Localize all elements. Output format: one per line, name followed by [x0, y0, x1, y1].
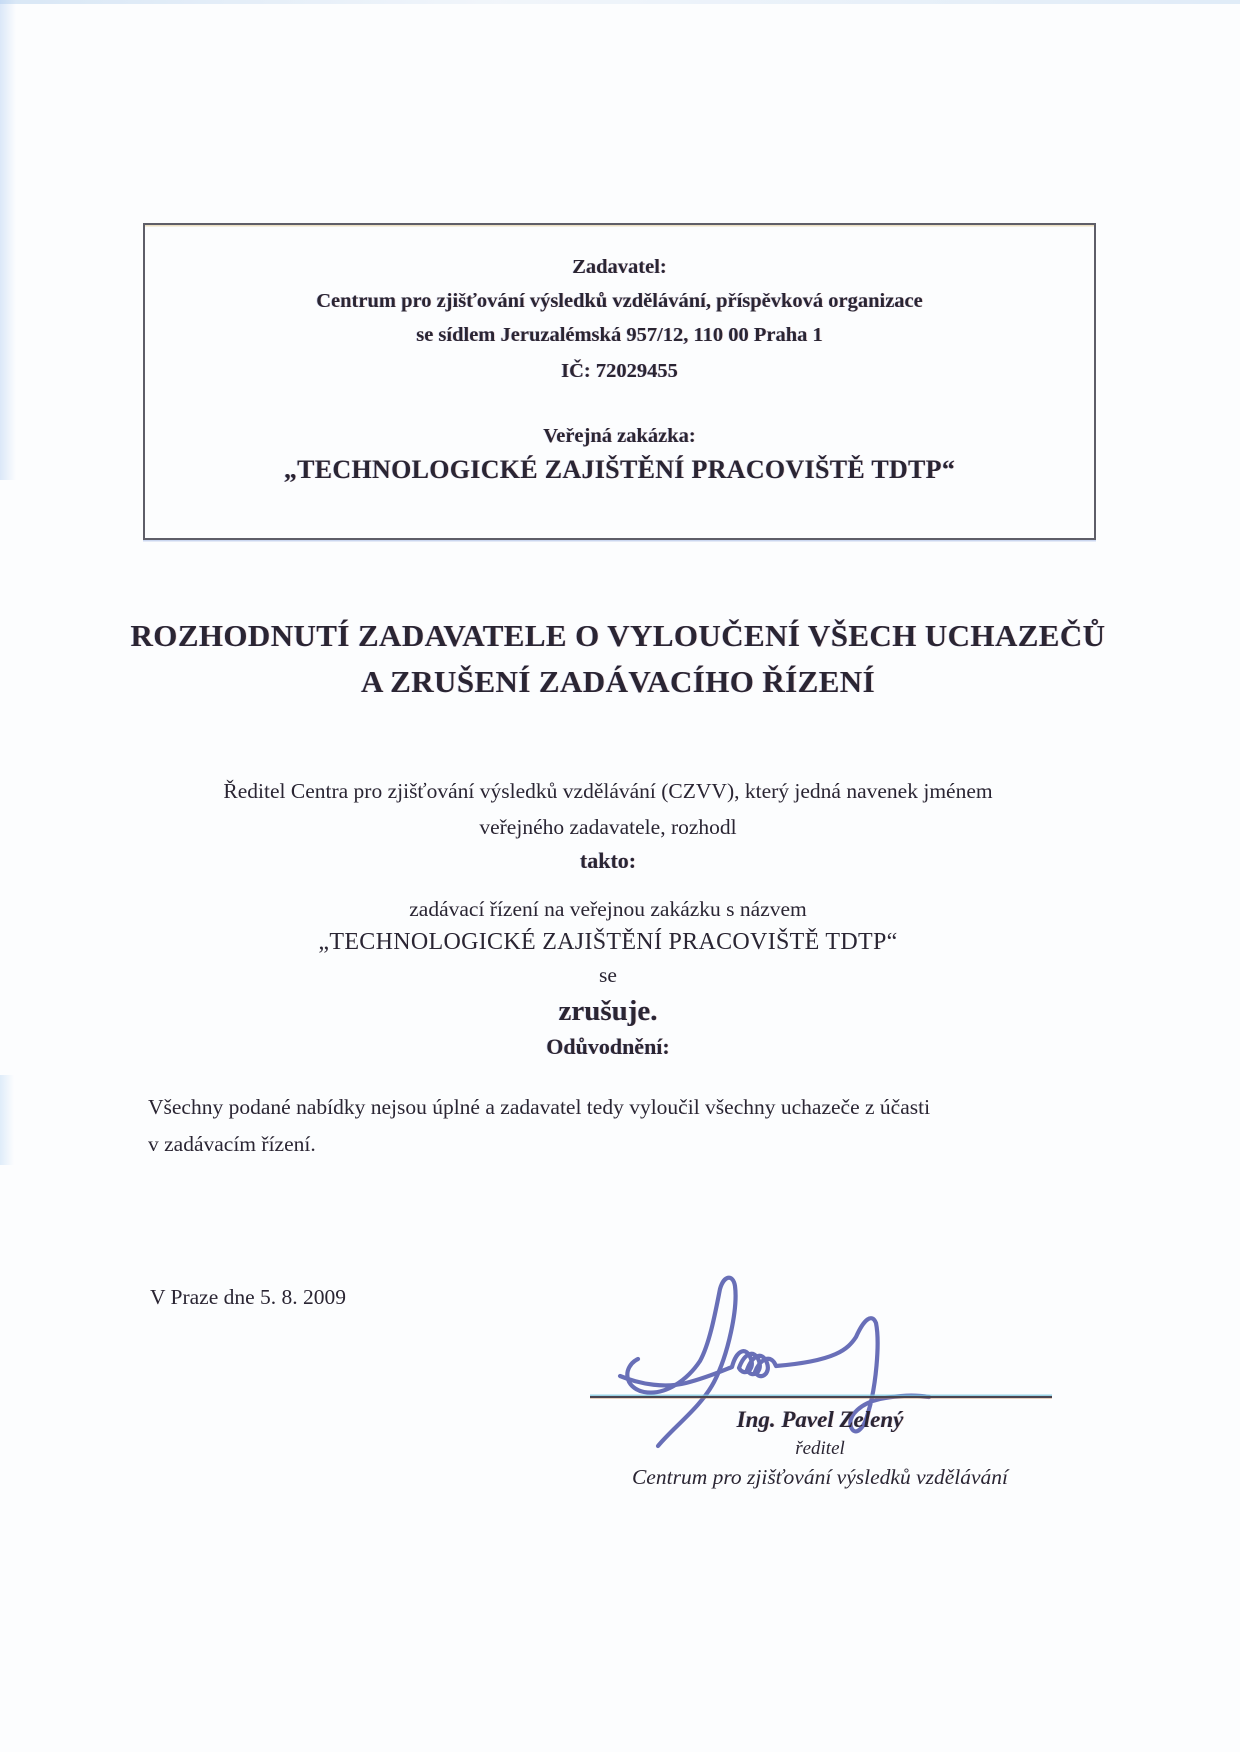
decision-line1: zadávací řízení na veřejnou zakázku s názvem — [409, 897, 807, 921]
justification-paragraph — [148, 1089, 1123, 1163]
scan-artifact-top-edge — [0, 0, 1240, 4]
decision-contract-name: „TECHNOLOGICKÉ ZAJIŠTĚNÍ PRACOVIŠTĚ TDTP“ — [318, 929, 898, 955]
signer-block — [540, 1404, 1100, 1492]
organization-ic: IČ: 72029455 — [561, 360, 678, 382]
signer-organization: Centrum pro zjišťování výsledků vzdělávání — [631, 1465, 1009, 1489]
organization-name: Centrum pro zjišťování výsledků vzdělávání, příspěvková organizace — [316, 290, 923, 312]
justification-line1: Všechny podané nabídky nejsou úplné a zadavatel tedy vyloučil všechny uchazeče z účasti — [148, 1095, 931, 1119]
decision-se: se — [599, 963, 617, 987]
verejna-zakazka-name: „TECHNOLOGICKÉ ZAJIŠTĚNÍ PRACOVIŠTĚ TDTP“ — [283, 455, 956, 484]
place-and-date: V Praze dne 5. 8. 2009 — [150, 1285, 347, 1309]
intro-paragraph — [0, 773, 1216, 877]
signer-title: ředitel — [795, 1438, 845, 1459]
document-title-line2: A ZRUŠENÍ ZADÁVACÍHO ŘÍZENÍ — [360, 664, 876, 699]
verejna-zakazka-label: Veřejná zakázka: — [543, 425, 696, 447]
justification-label: Odůvodnění: — [546, 1034, 670, 1059]
organization-address: se sídlem Jeruzalémská 957/12, 110 00 Praha 1 — [416, 324, 823, 346]
zadavatel-label: Zadavatel: — [572, 256, 667, 278]
contracting-authority-box — [143, 223, 1096, 540]
signer-name: Ing. Pavel Zelený — [736, 1407, 904, 1432]
scan-artifact-left-smudge — [0, 1075, 14, 1165]
intro-line1: Ředitel Centra pro zjišťování výsledků vzdělávání (CZVV), který jedná navenek jménem — [223, 779, 993, 803]
signature-line — [590, 1396, 1052, 1398]
decision-zrusuje: zrušuje. — [558, 995, 658, 1027]
decision-block — [0, 893, 1216, 1031]
takto-label: takto: — [579, 848, 637, 873]
document-title-line1: ROZHODNUTÍ ZADAVATELE O VYLOUČENÍ VŠECH UCHAZEČŮ — [130, 618, 1106, 653]
document-title — [0, 613, 1236, 705]
justification-line2: v zadávacím řízení. — [148, 1132, 316, 1156]
intro-line2: veřejného zadavatele, rozhodl — [479, 815, 737, 839]
scan-artifact-left-edge — [0, 0, 16, 480]
